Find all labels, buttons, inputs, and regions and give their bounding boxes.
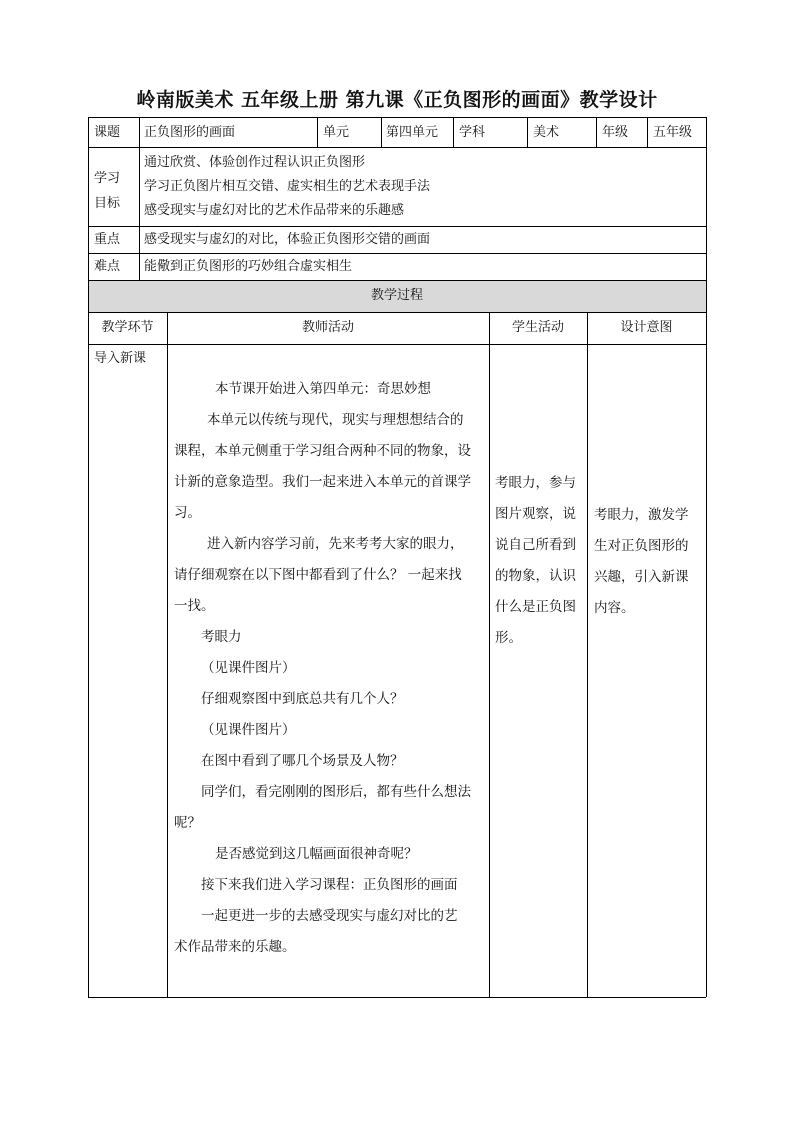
- table-rule: [167, 312, 168, 997]
- difficulty-label: 难点: [94, 259, 121, 274]
- subject-value: 正负图形的画面: [144, 125, 236, 140]
- teacher-line: 术作品带来的乐趣。: [174, 939, 296, 955]
- objectives-label: [94, 166, 120, 216]
- table-rule: [453, 117, 454, 147]
- col-header-stage: 教学环节: [101, 320, 154, 335]
- student-line: 图片观察，说: [495, 506, 576, 522]
- design-intent: [594, 500, 704, 624]
- table-border-top: [88, 117, 706, 118]
- student-line: 说自己所看到: [495, 537, 576, 553]
- student-activity: [495, 468, 585, 654]
- key-point-label: 重点: [94, 232, 121, 247]
- table-rule: [381, 117, 382, 147]
- table-rule: [647, 117, 648, 147]
- teacher-line: 本节课开始进入第四单元：奇思妙想: [215, 381, 431, 397]
- process-banner-title: 教学过程: [370, 288, 423, 303]
- key-point-value: 感受现实与虚幻的对比，体验正负图形交错的画面: [144, 232, 431, 247]
- table-rule: [88, 344, 706, 345]
- col-header-intent: 设计意图: [620, 320, 673, 335]
- discipline-label: 学科: [459, 125, 486, 140]
- table-rule: [527, 117, 528, 147]
- grade-value: 五年级: [653, 125, 693, 140]
- intent-line: 内容。: [594, 600, 635, 616]
- student-line: 什么是正负图: [495, 599, 576, 615]
- table-border-left: [88, 117, 89, 997]
- teacher-line: 课程，本单元侧重于学习组合两种不同的物象，设: [174, 443, 471, 459]
- objectives-list: [144, 151, 430, 223]
- teacher-line: （见课件图片）: [201, 660, 296, 676]
- intent-line: 生对正负图形的: [594, 538, 689, 554]
- teacher-line: 接下来我们进入学习课程：正负图形的画面: [201, 877, 458, 893]
- teacher-line: 仔细观察图中到底总共有几个人？: [201, 691, 404, 707]
- teacher-line: 本单元以传统与现代，现实与理想想结合的: [207, 412, 464, 428]
- intent-line: 考眼力，激发学: [594, 507, 689, 523]
- table-border-right: [706, 117, 707, 997]
- teacher-line: （见课件图片）: [201, 722, 296, 738]
- discipline-value: 美术: [533, 125, 560, 140]
- table-rule: [596, 117, 597, 147]
- subject-label: 课题: [94, 125, 121, 140]
- col-header-teacher: 教师活动: [301, 320, 354, 335]
- table-rule: [88, 253, 706, 254]
- teacher-line: 计新的意象造型。我们一起来进入本单元的首课学: [174, 474, 471, 490]
- table-rule: [489, 312, 490, 997]
- teacher-line: 呢？: [174, 815, 201, 831]
- intent-line: 兴趣，引入新课: [594, 569, 689, 585]
- teacher-line: 在图中看到了哪几个场景及人物？: [201, 753, 404, 769]
- document-title: 岭南版美术 五年级上册 第九课《正负图形的画面》教学设计: [136, 89, 658, 111]
- objectives-label-line: 学习: [94, 171, 121, 186]
- student-line: 的物象，认识: [495, 568, 576, 584]
- table-rule: [587, 312, 588, 997]
- teacher-line: 是否感觉到这几幅画面很神奇呢？: [215, 846, 418, 862]
- teacher-line: 进入新内容学习前，先来考考大家的眼力，: [207, 536, 464, 552]
- unit-value: 第四单元: [386, 125, 439, 140]
- objective-item: 感受现实与虚幻对比的艺术作品带来的乐趣感: [144, 203, 405, 218]
- teacher-line: 请仔细观察在以下图中都看到了什么？ 一起来找: [174, 567, 462, 583]
- objectives-label-line: 目标: [94, 196, 121, 211]
- col-header-student: 学生活动: [511, 320, 564, 335]
- teacher-line: 一起更进一步的去感受现实与虚幻对比的艺: [201, 908, 458, 924]
- objective-item: 通过欣赏、体验创作过程认识正负图形: [144, 155, 366, 170]
- table-rule: [88, 280, 706, 281]
- student-line: 考眼力，参与: [495, 475, 576, 491]
- student-line: 形。: [495, 630, 522, 646]
- teacher-line: 同学们，看完刚刚的图形后，都有些什么想法: [201, 784, 471, 800]
- table-rule: [139, 117, 140, 280]
- unit-label: 单元: [323, 125, 350, 140]
- difficulty-value: 能儆到正负图形的巧妙组合虚实相生: [144, 259, 353, 274]
- table-rule: [317, 117, 318, 147]
- table-border-bottom: [88, 997, 706, 998]
- table-rule: [88, 147, 706, 148]
- teacher-line: 一找。: [174, 598, 215, 614]
- table-rule: [88, 226, 706, 227]
- teacher-line: 习。: [174, 505, 201, 521]
- grade-label: 年级: [602, 125, 629, 140]
- objective-item: 学习正负图片相互交错、虚实相生的艺术表现手法: [144, 179, 431, 194]
- table-rule: [88, 312, 706, 313]
- teacher-activity: [174, 374, 486, 963]
- teacher-line: 考眼力: [201, 629, 242, 645]
- stage-label: 导入新课: [94, 351, 147, 366]
